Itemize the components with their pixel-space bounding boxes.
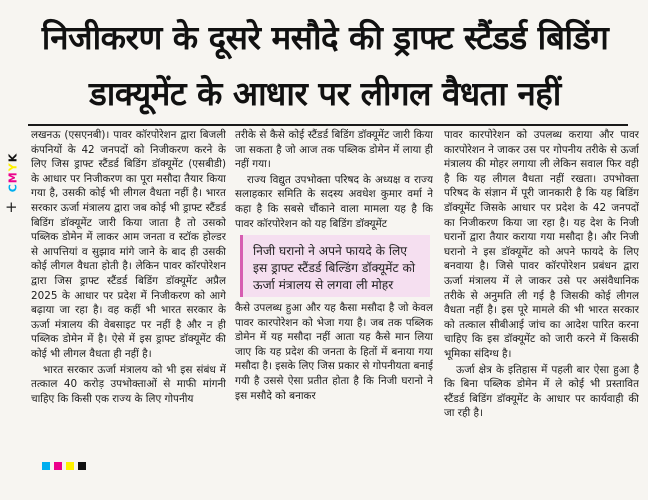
headline-line-2: डाक्यूमेंट के आधार पर लीगल वैधता नहीं xyxy=(89,74,561,113)
headline-divider xyxy=(28,124,628,126)
print-color-swatches xyxy=(42,462,86,470)
cmyk-letter: K xyxy=(6,152,20,163)
cmyk-letter: M xyxy=(6,171,20,184)
cyan-swatch xyxy=(42,462,50,470)
cmyk-registration-mark xyxy=(3,148,21,218)
article-column-3 xyxy=(444,128,639,473)
cmyk-letters xyxy=(7,153,20,193)
paragraph: ऊर्जा क्षेत्र के इतिहास में पहली बार ऐसा हुआ है कि बिना पब्लिक डोमेन में ले कोई भी प्रस्तावित स्टैंडर्ड बिडिंग डॉक्यूमेंट के आधार पर कार्यवाही की जा रही है। xyxy=(444,363,639,420)
cmyk-letter: C xyxy=(6,183,20,193)
article-column-2-bottom xyxy=(235,301,433,459)
paragraph: कैसे उपलब्ध हुआ और यह कैसा मसौदा है जो केवल पावर कारपोरेशन को भेजा गया है। जब तक पब्लिक डोमेन में यह मसौदा नहीं आता यह कैसे मान लिया जाए कि यह प्रदेश की जनता के हितों में बनाया गया मसौदा है। इसके लिए जिस प्रकार से गोपनीयता बनाई गयी है उससे ऐसा प्रतीत होता है कि निजी घरानो ने इस मसौदे को बनाकर xyxy=(235,302,433,402)
paragraph: तरीके से कैसे कोई स्टैंडर्ड बिडिंग डॉक्यूमेंट जारी किया जा सकता है जो आज तक पब्लिक डोमेन में लाया ही नहीं गया। xyxy=(235,129,433,171)
paragraph: भारत सरकार ऊर्जा मंत्रालय को भी इस संबंध में तत्काल 40 करोड़ उपभोक्ताओं से माफी मांगनी चाहिए कि किसी एक राज्य के लिए गोपनीय xyxy=(31,363,226,405)
pull-quote-box xyxy=(240,235,430,297)
paragraph: राज्य विद्युत उपभोक्ता परिषद के अध्यक्ष व राज्य सलाहकार समिति के सदस्य अवधेश कुमार वर्मा ने कहा है कि सबसे चौंकाने वाला मामला यह है कि पावर कॉरपोरेशन को यह बिडिंग डॉक्यूमेंट xyxy=(235,173,433,230)
magenta-swatch xyxy=(54,462,62,470)
article-column-2-top xyxy=(235,128,433,234)
yellow-swatch xyxy=(66,462,74,470)
cmyk-letter: Y xyxy=(6,162,20,172)
cmyk-label xyxy=(7,145,20,201)
pull-quote-text: निजी घरानो ने अपने फायदे के लिए इस ड्राफ्ट स्टैंडर्ड बिल्डिंग डॉक्यूमेंट को ऊर्जा मंत्रालय से लगवा ली मोहर xyxy=(253,244,415,292)
headline-line-1: निजीकरण के दूसरे मसौदे की ड्राफ्ट स्टैंडर्ड बिडिंग xyxy=(41,18,609,57)
black-swatch xyxy=(78,462,86,470)
article-column-1 xyxy=(31,128,226,454)
paragraph: लखनऊ (एसएनबी)। पावर कॉरपोरेशन द्वारा बिजली कंपनियों के 42 जनपदों को निजीकरण करने के लिए जिस ड्राफ्ट स्टैंडर्ड बिडिंग डॉक्यूमेंट (एसबीडी) के आधार पर निजीकरण का पूरा मसौदा तैयार किया गया है, उसकी कोई भी लीगल वैधता नहीं है। भारत सरकार ऊर्जा मंत्रालय द्वारा जब कोई भी ड्राफ्ट स्टैंडर्ड बिडिंग डॉक्यूमेंट जारी किया जाता है तो उसको पब्लिक डोमेन में लाकर आम जनता व स्टॉक होल्डर से आपत्तियां व सुझाव मांगे जाने के बाद ही उसकी कोई लीगल वैधता होती है। लेकिन पावर कॉरपोरेशन द्वारा जिस ड्राफ्ट स्टैंडर्ड बिडिंग डॉक्यूमेंट अप्रैल 2025 के आधार पर प्रदेश में निजीकरण को आगे बढ़ाया जा रहा है। वह कहीं भी भारत सरकार के ऊर्जा मंत्रालय की वेबसाइट पर नहीं है और न ही पब्लिक डोमेन में है। ऐसे में इस ड्राफ्ट डॉक्यूमेंट की कोई भी लीगल वैधता ही नहीं है। xyxy=(31,129,226,360)
registration-plus-icon: + xyxy=(5,198,18,216)
paragraph: पावर कारपोरेशन को उपलब्ध कराया और पावर कारपोरेशन ने जाकर उस पर गोपनीय तरीके से ऊर्जा मंत्रालय की मोहर लगाया ली लेकिन सवाल फिर वही है कि यह लीगल वैधता नहीं रखता। उपभोक्ता परिषद के संज्ञान में पूरी जानकारी है कि यह बिडिंग डॉक्यूमेंट जिसके आधार पर प्रदेश के 42 जनपदों का निजीकरण किया जा रहा है। यह देश के निजी घरानों द्वारा तैयार कराया गया मसौदा है। और निजी घरानो ने इस डॉक्यूमेंट को अपने फायदे के लिए बनवाया है। जिसे पावर कॉरपोरेशन प्रबंधन द्वारा ऊर्जा मंत्रालय में ले जाकर उसे पर असंवैधानिक तरीके से अनुमति ली गई है जिसकी कोई लीगल वैधता नहीं है। इस पूरे मामले की भी भारत सरकार को तत्काल सीबीआई जांच का आदेश पारित करना चाहिए कि इस डॉक्यूमेंट को जारी करने में किसकी भूमिका संदिग्ध है। xyxy=(444,129,639,360)
